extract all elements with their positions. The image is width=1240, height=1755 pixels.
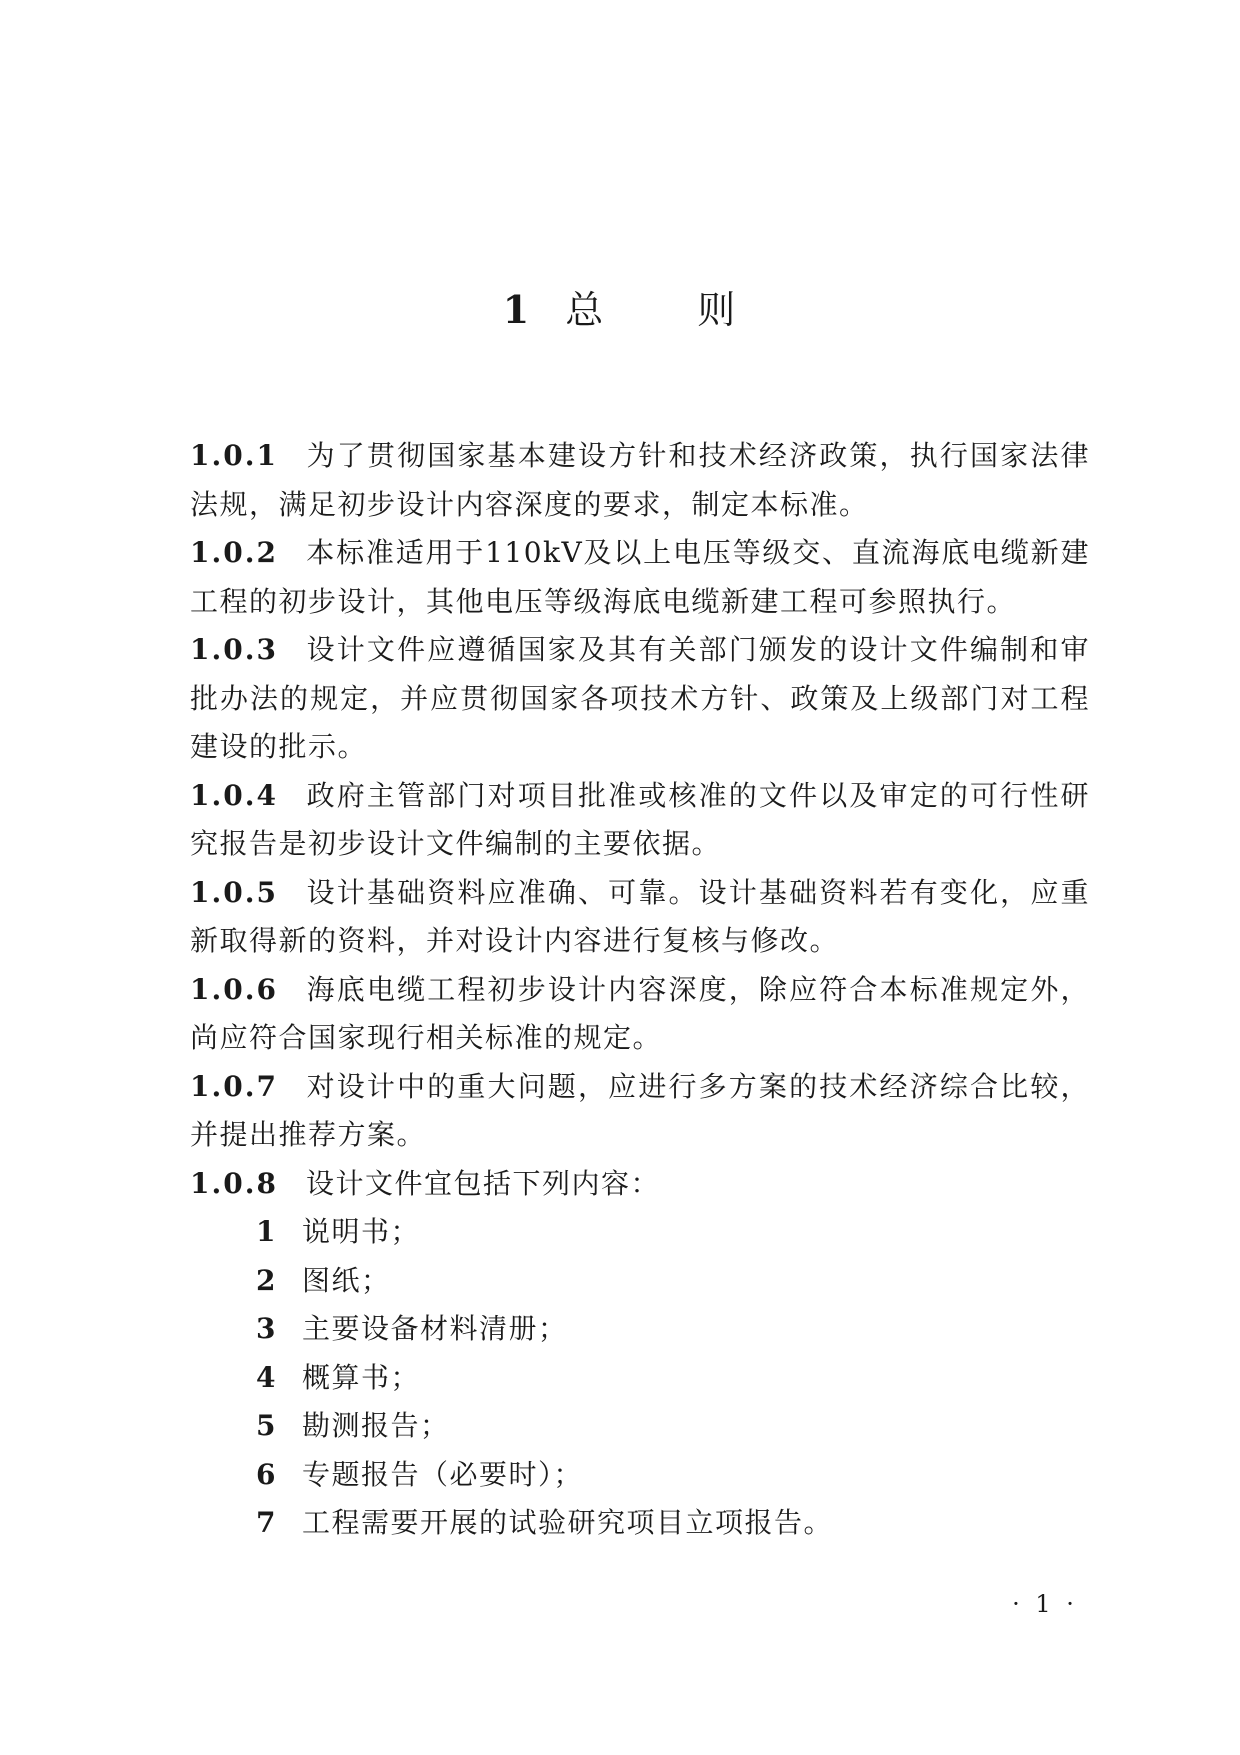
clause-1-0-2 xyxy=(190,529,1090,626)
list-item-number: 7 xyxy=(256,1506,277,1539)
clause-number: 1.0.2 xyxy=(190,536,278,569)
list-item xyxy=(190,1208,1090,1257)
chapter-number: 1 xyxy=(502,287,532,332)
clause-text: 对设计中的重大问题，应进行多方案的技术经济综合比较，并提出推荐方案。 xyxy=(190,1069,1090,1151)
clause-text: 政府主管部门对项目批准或核准的文件以及审定的可行性研究报告是初步设计文件编制的主要依据。 xyxy=(190,778,1090,860)
list-item-text: 说明书； xyxy=(302,1215,421,1248)
list-item-number: 5 xyxy=(256,1409,277,1442)
chapter-title-char-2: 则 xyxy=(697,288,738,332)
clause-number: 1.0.5 xyxy=(190,875,278,909)
list-item-number: 1 xyxy=(256,1215,277,1248)
clause-number: 1.0.4 xyxy=(190,778,278,812)
page-number: · 1 · xyxy=(1012,1590,1078,1618)
clause-text: 本标准适用于110kV及以上电压等级交、直流海底电缆新建工程的初步设计，其他电压等级海底电缆新建工程可参照执行。 xyxy=(190,536,1090,618)
list-item-number: 6 xyxy=(256,1457,277,1491)
clause-1-0-1 xyxy=(190,432,1090,529)
chapter-title xyxy=(0,280,1240,340)
list-item-number: 2 xyxy=(256,1263,277,1297)
list-item-text: 主要设备材料清册； xyxy=(302,1312,568,1345)
list-item-text: 勘测报告； xyxy=(302,1409,450,1442)
list-item xyxy=(190,1402,1090,1451)
list-item-text: 概算书； xyxy=(302,1360,421,1394)
clause-text: 海底电缆工程初步设计内容深度，除应符合本标准规定外，尚应符合国家现行相关标准的规定。 xyxy=(190,972,1090,1054)
clause-text: 为了贯彻国家基本建设方针和技术经济政策，执行国家法律法规，满足初步设计内容深度的要求，制定本标准。 xyxy=(190,439,1090,521)
list-item-text: 专题报告（必要时）； xyxy=(302,1457,584,1491)
list-item xyxy=(190,1499,1090,1548)
clause-text: 设计基础资料应准确、可靠。设计基础资料若有变化，应重新取得新的资料，并对设计内容进行复核与修改。 xyxy=(190,875,1090,957)
list-item-number: 4 xyxy=(256,1360,277,1394)
list-item-number: 3 xyxy=(256,1312,277,1345)
clause-number: 1.0.8 xyxy=(190,1166,278,1200)
clause-text: 设计文件应遵循国家及其有关部门颁发的设计文件编制和审批办法的规定，并应贯彻国家各项技术方针、政策及上级部门对工程建设的批示。 xyxy=(190,633,1090,763)
chapter-title-char-1: 总 xyxy=(565,288,606,332)
clause-1-0-8 xyxy=(190,1160,1090,1209)
chapter-body xyxy=(190,432,1090,1548)
clause-1-0-5 xyxy=(190,869,1090,966)
clause-number: 1.0.7 xyxy=(190,1069,278,1103)
clause-number: 1.0.6 xyxy=(190,972,278,1006)
clause-1-0-4 xyxy=(190,772,1090,869)
list-item xyxy=(190,1451,1090,1500)
list-item-text: 工程需要开展的试验研究项目立项报告。 xyxy=(302,1506,834,1539)
list-item xyxy=(190,1354,1090,1403)
list-item xyxy=(190,1305,1090,1354)
clause-text: 设计文件宜包括下列内容： xyxy=(305,1166,660,1200)
clause-1-0-3 xyxy=(190,626,1090,772)
clause-number: 1.0.1 xyxy=(190,439,278,472)
clause-1-0-6 xyxy=(190,966,1090,1063)
list-item xyxy=(190,1257,1090,1306)
clause-1-0-7 xyxy=(190,1063,1090,1160)
list-item-text: 图纸； xyxy=(302,1263,391,1297)
design-document-list xyxy=(190,1208,1090,1548)
clause-number: 1.0.3 xyxy=(190,633,278,666)
